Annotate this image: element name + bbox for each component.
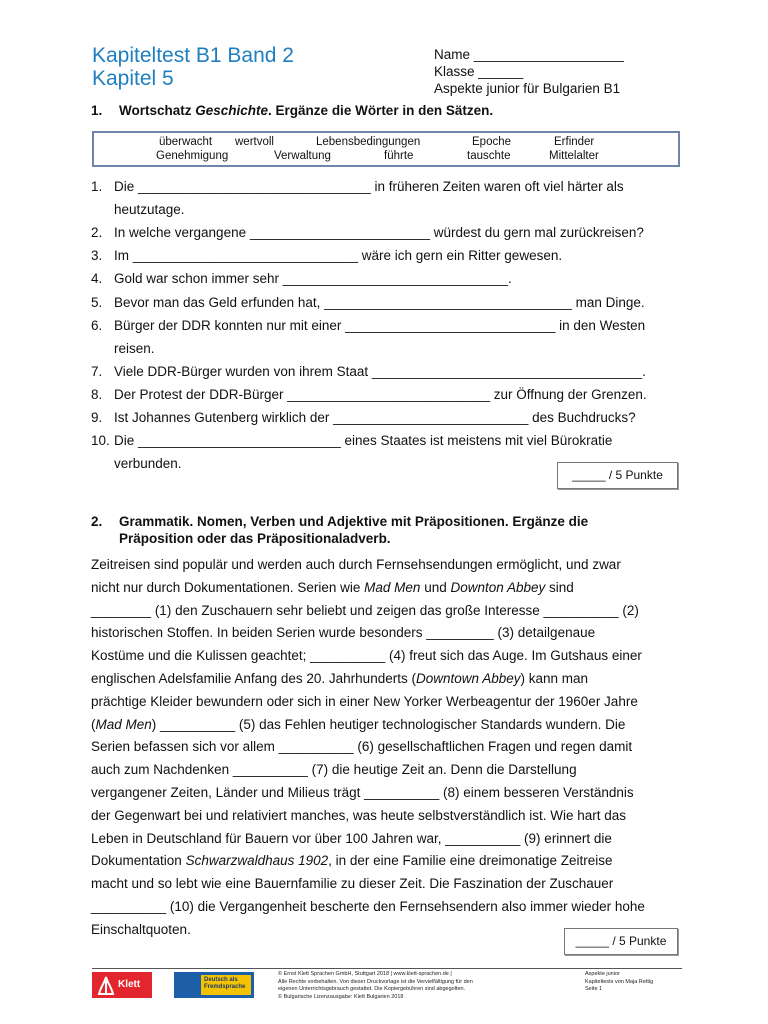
item-number: 10.	[91, 433, 110, 448]
exercise-sentence: heutzutage.	[114, 202, 185, 217]
word-bank	[92, 131, 680, 167]
footer-divider	[92, 968, 682, 969]
class-field: Klasse ______	[434, 64, 524, 79]
score-box-2: _____ / 5 Punkte	[564, 928, 678, 955]
word-bank-item: Lebensbedingungen	[316, 136, 421, 148]
paragraph-line: englischen Adelsfamilie Anfang des 20. Jahrhunderts (Downtown Abbey) kann man	[91, 670, 589, 686]
paragraph-line: Dokumentation Schwarzwaldhaus 1902, in der eine Familie eine dreimonatige Zeitreise	[91, 853, 613, 869]
exercise-sentence: Im ______________________________ wäre ich gern ein Ritter gewesen.	[114, 248, 563, 263]
exercise-sentence: Gold war schon immer sehr ______________________________.	[114, 271, 512, 286]
credit-line: Kapiteltests von Maja Rettig	[585, 978, 654, 985]
paragraph-line: (Mad Men) __________ (5) das Fehlen heutiger technologischer Standards wundern. Die	[91, 716, 626, 732]
item-number: 7.	[91, 364, 103, 379]
word-bank-item: Verwaltung	[274, 150, 331, 162]
paragraph-line: vergangener Zeiten, Länder und Milieus trägt __________ (8) einem besseren Verständnis	[91, 784, 634, 800]
exercise-sentence: Ist Johannes Gutenberg wirklich der __________________________ des Buchdrucks?	[114, 410, 636, 425]
klett-logo	[92, 972, 152, 998]
word-bank-item: überwacht	[159, 136, 213, 148]
score-box-1: _____ / 5 Punkte	[557, 462, 678, 489]
item-number: 6.	[91, 318, 103, 333]
exercise-sentence: Bevor man das Geld erfunden hat, _________________________________ man Dinge.	[114, 295, 645, 310]
paragraph-line: auch zum Nachdenken __________ (7) die heutige Zeit an. Denn die Darstellung	[91, 762, 577, 778]
section1-heading-suffix: . Ergänze die Wörter in den Sätzen.	[268, 103, 494, 118]
exercise-sentence: Der Protest der DDR-Bürger ___________________________ zur Öffnung der Grenzen.	[114, 387, 647, 402]
daf-logo	[174, 972, 254, 998]
exercise-sentence: reisen.	[114, 341, 155, 356]
paragraph-line: macht und so lebt wie eine Bauernfamilie zu dieser Zeit. Die Faszination der Zuschauer	[91, 876, 614, 892]
copyright-line: © Ernst Klett Sprachen GmbH, Stuttgart 2018 | www.klett-sprachen.de |	[278, 971, 452, 977]
chapter-title: Kapitel 5	[92, 67, 174, 90]
copyright-notice	[278, 971, 473, 1001]
word-bank-item: Genehmigung	[156, 150, 229, 162]
page-title: Kapiteltest B1 Band 2	[92, 44, 294, 67]
book-label: Aspekte junior für Bulgarien B1	[434, 81, 621, 96]
paragraph-line: Zeitreisen sind populär und werden auch durch Fernsehsendungen ermöglicht, und zwar	[91, 557, 621, 572]
section1-heading-topic: Geschichte	[195, 103, 269, 118]
word-bank-item: Mittelalter	[549, 150, 599, 162]
exercise-sentence: Viele DDR-Bürger wurden von ihrem Staat ____________________________________.	[114, 364, 646, 379]
item-number: 8.	[91, 387, 103, 402]
credit-line: Seite 1	[585, 986, 603, 992]
paragraph-line: prächtige Kleider bewundern oder sich in einer New Yorker Werbeagentur der 1960er Jahre	[91, 693, 638, 709]
word-bank-item: wertvoll	[235, 136, 274, 148]
exercise-sentence: verbunden.	[114, 456, 182, 471]
paragraph-line: Leben in Deutschland für Bauern vor über 100 Jahren war, __________ (9) erinnert die	[91, 830, 612, 846]
item-number: 9.	[91, 410, 103, 425]
section1-heading-prefix: Wortschatz	[119, 103, 196, 118]
section2-number: 2.	[91, 514, 103, 529]
exercise-sentence: Bürger der DDR konnten nur mit einer ____________________________ in den Westen	[114, 318, 646, 333]
exercise-sentence: Die ___________________________ eines Staates ist meistens mit viel Bürokratie	[114, 433, 613, 448]
word-bank-item: Epoche	[472, 136, 512, 148]
exercise-sentence: In welche vergangene ________________________ würdest du gern mal zurückreisen?	[114, 225, 644, 240]
word-bank-item: führte	[384, 150, 414, 162]
credit-line: Aspekte junior	[585, 971, 620, 977]
credits	[585, 971, 653, 994]
paragraph-line: Serien befassen sich vor allem __________ (6) gesellschaftlichen Fragen und regen damit	[91, 739, 633, 755]
paragraph-line: der Gegenwart bei und relativiert manches, was heute selbstverständlich ist. Wie hart das	[91, 807, 627, 823]
section2-heading-line2: Präposition oder das Präpositionaladverb.	[119, 531, 391, 546]
word-bank-item: Erfinder	[554, 136, 595, 148]
copyright-line: © Bulgarische Lizenzausgabe: Klett Bulgarien 2018	[278, 993, 404, 1000]
paragraph-line: ________ (1) den Zuschauern sehr beliebt und zeigen das große Interesse __________ (2)	[91, 602, 639, 618]
section1-number: 1.	[91, 103, 103, 118]
paragraph-line: __________ (10) die Vergangenheit bescherte den Fernsehsendern also immer wieder hohe	[91, 898, 645, 914]
exercise-sentence: Die _______________________________ in früheren Zeiten waren oft viel härter als	[114, 179, 624, 194]
name-field: Name ____________________	[434, 47, 624, 62]
item-number: 3.	[91, 248, 103, 263]
item-number: 2.	[91, 225, 103, 240]
section2-heading-line1: Grammatik. Nomen, Verben und Adjektive mit Präpositionen. Ergänze die	[119, 514, 589, 529]
klett-logo-text: Klett	[118, 979, 141, 990]
copyright-line: Alle Rechte vorbehalten. Von dieser Druckvorlage ist die Vervielfältigung für den	[278, 978, 473, 985]
word-bank-item: tauschte	[467, 150, 511, 162]
cloze-paragraph	[91, 554, 681, 942]
paragraph-line: nicht nur durch Dokumentationen. Serien wie Mad Men und Downton Abbey sind	[91, 579, 574, 595]
copyright-line: eigenen Unterrichtsgebrauch gestattet. Die Kopiergebühren sind abgegolten.	[278, 986, 466, 992]
paragraph-line: Kostüme und die Kulissen geachtet; __________ (4) freut sich das Auge. Im Gutshaus einer	[91, 648, 642, 664]
paragraph-line: historischen Stoffen. In beiden Serien wurde besonders _________ (3) detailgenaue	[91, 625, 596, 641]
daf-logo-text: Deutsch als Fremdsprache	[201, 975, 251, 995]
klett-emblem-icon	[96, 974, 116, 996]
section1-heading	[119, 102, 493, 119]
item-number: 4.	[91, 271, 103, 286]
paragraph-line: Einschaltquoten.	[91, 921, 191, 937]
item-number: 1.	[91, 179, 103, 194]
item-number: 5.	[91, 295, 103, 310]
